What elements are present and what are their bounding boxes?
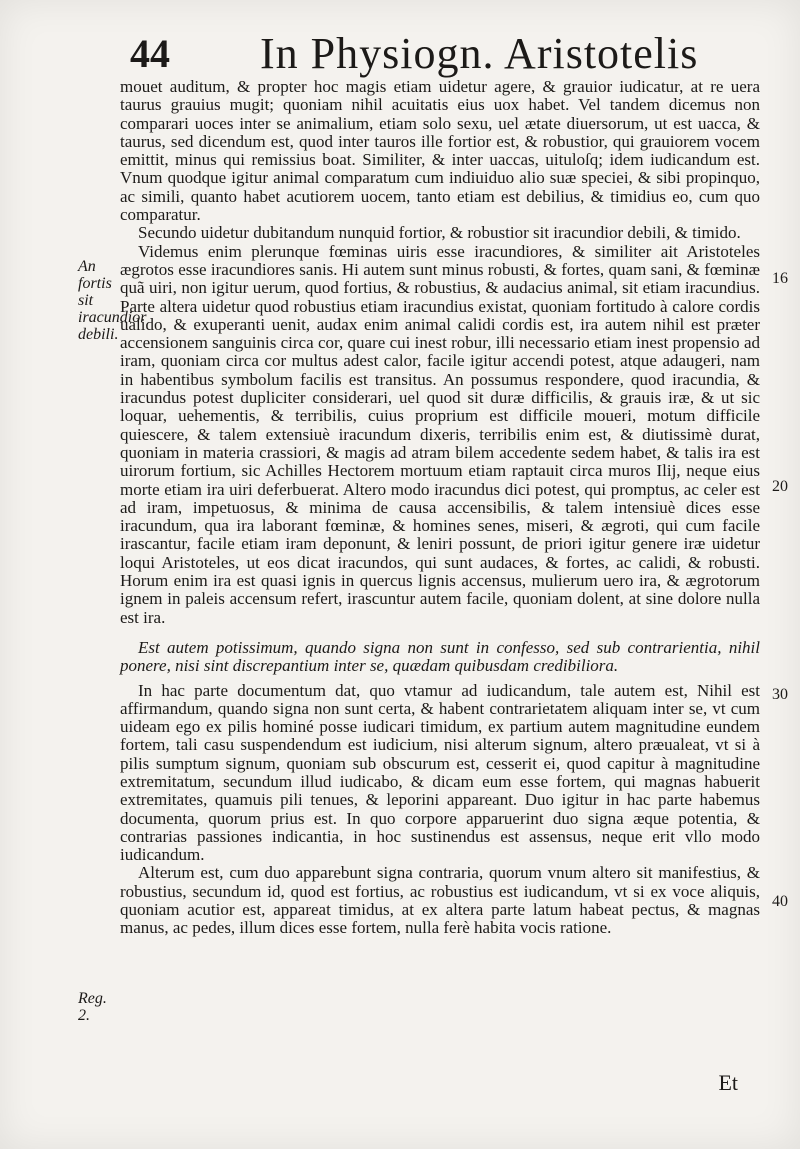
paragraph: Videmus enim plerunque fœminas uiris esse iracundiores, & similiter ait Aristoteles ægrotos esse iracundiores sanis. Hi autem sunt minus robusti, & fortes, quam sani, & fœminæ quã uiri, non igitur uerum, quod fortius, & robustius, & audacius animal, sit etiam iracundius. Parte altera uidetur quod robustius etiam iracundius existat, quoniam fortitudo à calore cordis ualido, & exuperanti uenit, audax enim animal calidi cordis est, ira autem nihil est præter accensionem sanguinis circa cor, quare cui inest robur, illi necessario etiam inest propensio ad iram, quoniam circa cor multus adest calor, facile igitur accendi potest, atque adaugeri, nam in habentibus symbolum facilis est transitus. An possumus respondere, quod iracundia, & iracundus potest dupliciter considerari, uel quod sit duræ difficilis, & grauis iræ, & ut sic loquar, uehementis, & terribilis, cuius proprium est difficile moueri, motum difficile quiescere, & talem extensiuè iracundum dixeris, terribilis enim est, & diutissimè durat, quoniam in materia crassiori, & magis ad atram bilem accedente sedem habet, & talis ira est uirorum fortium, sic Achilles Hectorem mortuum etiam raptauit circa muros Ilij, neque eius morte etiam ira uiri deferbuerat. Altero modo iracundus dici potest, qui promptus, ac celer est ad iram, impetuosus, & minima de causa accensibilis, & talem intensiuè dices esse iracundum, qua ira laborant fœminæ, & homines senes, miseri, & ægroti, qui cum facile irascantur, facile etiam iram deponunt, & leniri possunt, de priori igitur genere iræ uidetur loqui Aristoteles, ut eos dicat iracundos, qui sunt audaces, & fortes, ac calidi, & robusti. Horum enim ira est quasi ignis in quercus lignis accensus, mulierum uero ira, & ægrotorum ignem in paleis accensum refert, irascuntur autem facile, quoniam dolent, at sine dolore nulla est ira.	[120, 241, 760, 627]
paragraph: Alterum est, cum duo apparebunt signa contraria, quorum vnum altero sit manifestius, & robustius, secundum id, quod est fortius, ac robustius est iudicandum, vt si ex voce aliquis, quoniam acutior est, appareat timidus, at ex altera parte latum habeat pectus, & magnas manus, ac pedes, illum dices esse fortem, nulla ferè habita vocis ratione.	[120, 863, 760, 938]
line-number: 16	[772, 270, 788, 287]
italic-passage: Est autem potissimum, quando signa non sunt in confesso, sed sub contrarientia, nihil ponere, nisi sint discrepantium inter se, quædam quibusdam credibiliora.	[120, 637, 760, 676]
paragraph: Secundo uidetur dubitandum nunquid fortior, & robustior sit iracundior debili, & timido.	[138, 223, 741, 243]
page-number: 44	[130, 31, 170, 76]
running-title: In Physiogn. Aristotelis	[260, 29, 699, 78]
line-number: 40	[772, 893, 788, 910]
paragraph: mouet auditum, & propter hoc magis etiam uidetur agere, & grauior iudicatur, at re uera taurus grauius mugit; quoniam nihil acuitatis eius uox habet. Vel tandem dicemus non comparari uoces inter se animalium, etiam solo sexu, uel ætate diuersorum, ut est uacca, & taurus, sed dicendum est, quod inter tauros ille fortior est, & robustior, qui grauiorem vocem emittit, minus qui remissius boat. Similiter, & inter uaccas, uituloſq; idem iudicandum est. Vnum quodque igitur animal comparatum cum indiuiduo alio suæ speciei, & sibi propinquo, ac simili, quanto habet acutiorem uocem, tanto etiam est debilius, & timidius eo, cum quo comparatur.	[120, 77, 760, 225]
line-number: 30	[772, 686, 788, 703]
line-number: 20	[772, 478, 788, 495]
page-header	[120, 28, 760, 80]
main-text-block	[120, 78, 760, 938]
margin-note-reg: Reg. 2.	[78, 990, 107, 1024]
margin-note-question: An fortis sit iracundior debili.	[78, 258, 147, 343]
catchword: Et	[718, 1070, 738, 1095]
paragraph: In hac parte documentum dat, quo vtamur ad iudicandum, tale autem est, Nihil est affirmandum, quando signa non sunt certa, & habent contrarietatem aliquam inter se, vt cum uideam ego ex pilis hominé posse iudicari timidum, ex partium autem magnitudine eundem fortem, tali casu suspendendum est iudicium, nisi alterum signum, altero præualeat, vt si à pilis sumptum signum, quoniam sub obscurum est, cesserit ei, quod capitur à magnitudine extremitatum, secundum illud iudicabo, & dicam eum esse fortem, qui magnas habuerit extremitates, quamuis pili tenues, & leporini appareant. Duo igitur in hac parte habemus documenta, quorum prius est. In quo corpore apparuerint duo signa æque potentia, & contrarias passiones indicantia, in hoc sustinendus est assensus, neque erit vllo modo iudicandum.	[120, 680, 760, 865]
